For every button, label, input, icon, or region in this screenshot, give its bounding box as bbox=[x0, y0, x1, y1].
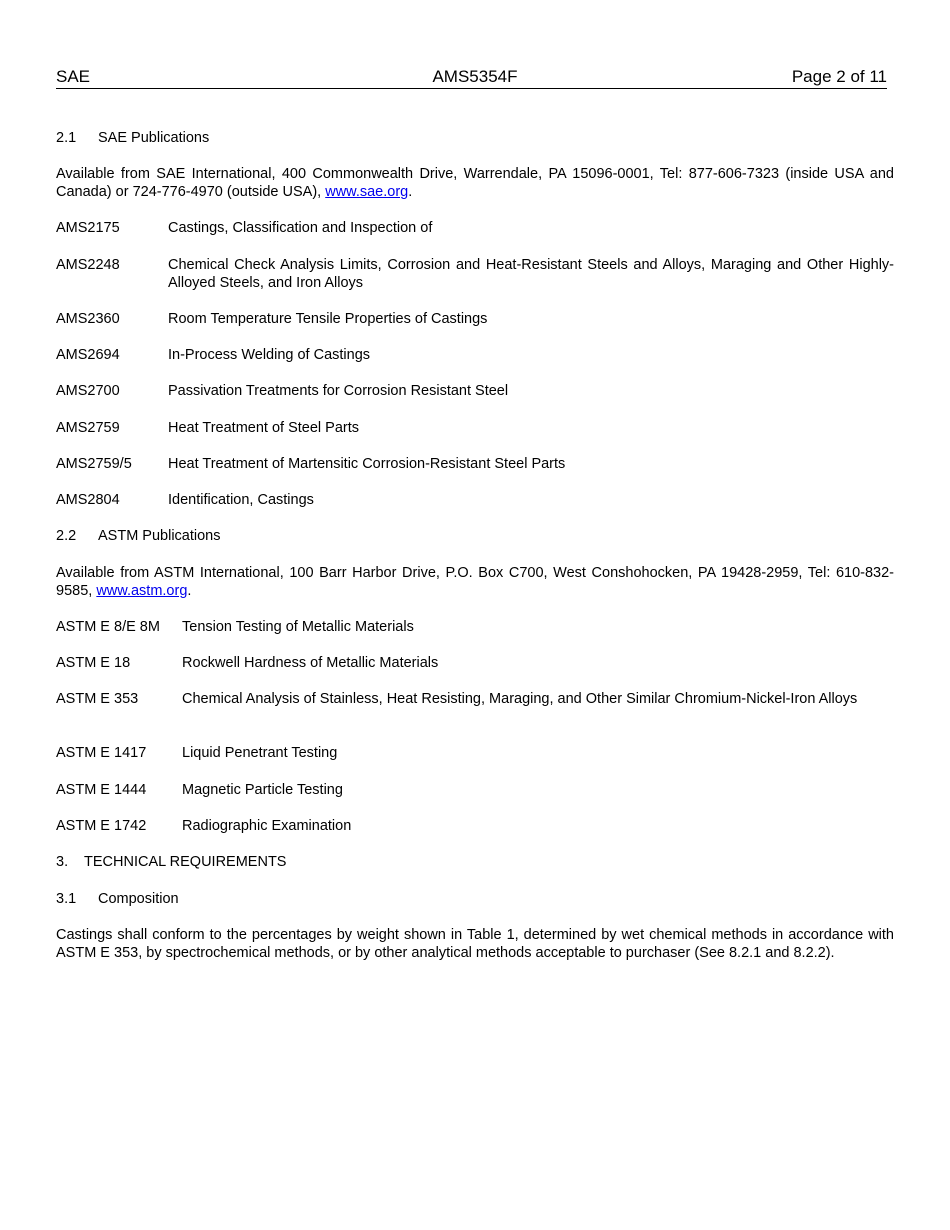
reference-item bbox=[56, 690, 894, 708]
composition-paragraph: Castings shall conform to the percentages by weight shown in Table 1, determined by wet chemical methods in accordance with ASTM E 353, by spectrochemical methods, or by other analytical methods acceptable to purchaser (See 8.2.1 and 8.2.2). bbox=[56, 927, 894, 961]
availability-end: . bbox=[408, 184, 413, 200]
section-number: 2.1 bbox=[56, 130, 77, 146]
reference-code: ASTM E 1444 bbox=[56, 782, 147, 798]
reference-title: Passivation Treatments for Corrosion Resistant Steel bbox=[168, 383, 509, 399]
reference-title: Liquid Penetrant Testing bbox=[182, 745, 338, 761]
reference-code: AMS2360 bbox=[56, 311, 120, 327]
reference-item bbox=[56, 491, 894, 509]
page-header bbox=[56, 67, 887, 89]
reference-title: Magnetic Particle Testing bbox=[182, 782, 343, 798]
reference-code: ASTM E 18 bbox=[56, 655, 131, 671]
section-2-1-heading bbox=[56, 129, 894, 147]
reference-item bbox=[56, 781, 894, 799]
reference-code: ASTM E 1417 bbox=[56, 745, 147, 761]
astm-website-link[interactable]: www.astm.org bbox=[96, 583, 188, 599]
section-3-heading bbox=[56, 853, 894, 871]
header-page-number: Page 2 of 11 bbox=[791, 67, 887, 86]
reference-item bbox=[56, 219, 894, 237]
section-number: 3.1 bbox=[56, 891, 77, 907]
section-2-2-heading bbox=[56, 527, 894, 545]
reference-title: Heat Treatment of Martensitic Corrosion-Resistant Steel Parts bbox=[168, 456, 566, 472]
section-title: Composition bbox=[98, 891, 179, 907]
section-title: TECHNICAL REQUIREMENTS bbox=[84, 854, 287, 870]
reference-item bbox=[56, 310, 894, 328]
reference-code: AMS2700 bbox=[56, 383, 120, 399]
reference-title: Chemical Check Analysis Limits, Corrosion and Heat-Resistant Steels and Alloys, Maraging and Other Highly-Alloyed Steels, and Iron Alloys bbox=[168, 257, 894, 291]
reference-title: Identification, Castings bbox=[168, 492, 314, 508]
reference-code: AMS2248 bbox=[56, 257, 120, 273]
reference-title: Heat Treatment of Steel Parts bbox=[168, 420, 360, 436]
reference-title: Chemical Analysis of Stainless, Heat Resisting, Maraging, and Other Similar Chromium-Nickel-Iron Alloys bbox=[182, 691, 858, 707]
reference-item bbox=[56, 419, 894, 437]
reference-title: In-Process Welding of Castings bbox=[168, 347, 371, 363]
reference-item bbox=[56, 817, 894, 835]
reference-item bbox=[56, 654, 894, 672]
header-org: SAE bbox=[56, 67, 91, 86]
reference-code: ASTM E 8/E 8M bbox=[56, 619, 160, 635]
availability-text: Available from ASTM International, 100 Barr Harbor Drive, P.O. Box C700, West Conshohocken, PA 19428-2959, Tel: 610-832-9585, bbox=[56, 565, 894, 599]
reference-code: AMS2175 bbox=[56, 220, 120, 236]
reference-title: Castings, Classification and Inspection of bbox=[168, 220, 433, 236]
sae-availability-paragraph bbox=[56, 165, 894, 201]
reference-item bbox=[56, 618, 894, 636]
section-number: 2.2 bbox=[56, 528, 77, 544]
reference-item bbox=[56, 346, 894, 364]
availability-end: . bbox=[187, 583, 192, 599]
reference-title: Radiographic Examination bbox=[182, 818, 352, 834]
reference-item bbox=[56, 455, 894, 473]
reference-code: ASTM E 353 bbox=[56, 691, 139, 707]
section-title: SAE Publications bbox=[98, 130, 210, 146]
reference-item bbox=[56, 744, 894, 762]
reference-title: Rockwell Hardness of Metallic Materials bbox=[182, 655, 439, 671]
reference-item bbox=[56, 256, 894, 292]
reference-code: ASTM E 1742 bbox=[56, 818, 147, 834]
reference-code: AMS2694 bbox=[56, 347, 120, 363]
header-doc-number: AMS5354F bbox=[432, 67, 518, 86]
section-3-1-heading bbox=[56, 890, 894, 908]
reference-code: AMS2759 bbox=[56, 420, 120, 436]
reference-item bbox=[56, 382, 894, 400]
section-title: ASTM Publications bbox=[98, 528, 221, 544]
reference-code: AMS2759/5 bbox=[56, 456, 132, 472]
reference-title: Room Temperature Tensile Properties of Castings bbox=[168, 311, 488, 327]
reference-title: Tension Testing of Metallic Materials bbox=[182, 619, 414, 635]
sae-website-link[interactable]: www.sae.org bbox=[325, 184, 409, 200]
section-number: 3. bbox=[56, 854, 69, 870]
availability-text: Available from SAE International, 400 Commonwealth Drive, Warrendale, PA 15096-0001, Tel: 877-606-7323 (inside USA and Canada) or 724-776-4970 (outside USA), bbox=[56, 166, 894, 200]
reference-code: AMS2804 bbox=[56, 492, 120, 508]
astm-availability-paragraph bbox=[56, 564, 894, 600]
